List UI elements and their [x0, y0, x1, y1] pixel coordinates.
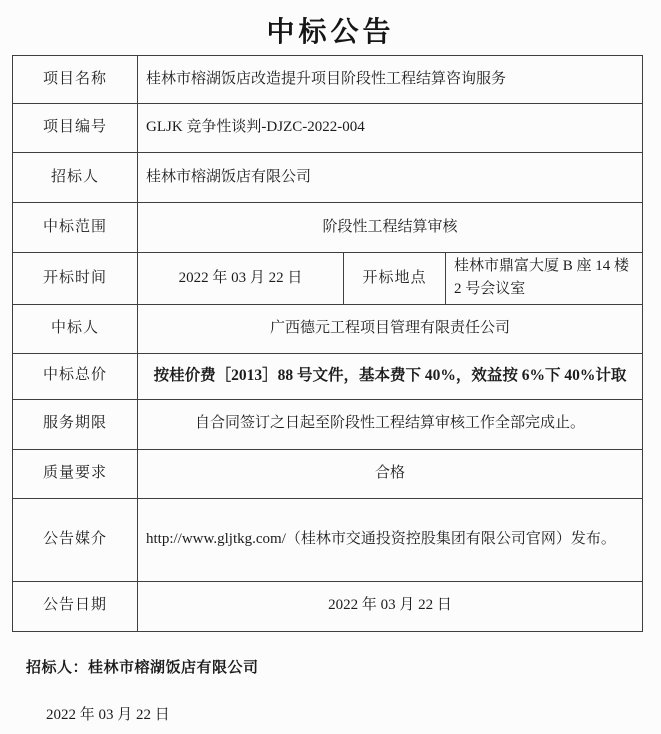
document-title: 中标公告	[266, 17, 395, 48]
label-quality-requirement: 质量要求	[13, 449, 138, 498]
value-project-number: GLJK 竞争性谈判-DJZC-2022-004	[138, 104, 643, 153]
value-award-scope: 阶段性工程结算审核	[138, 203, 643, 253]
value-quality-requirement: 合格	[138, 449, 643, 498]
table-row-announcement-date	[13, 581, 643, 631]
value-project-name: 桂林市榕湖饭店改造提升项目阶段性工程结算咨询服务	[138, 56, 643, 104]
table-row-award-scope	[13, 203, 643, 253]
table-row-bid-opening	[13, 253, 643, 305]
label-bid-opening-place: 开标地点	[344, 253, 446, 305]
value-service-period: 自合同签订之日起至阶段性工程结算审核工作全部完成止。	[138, 399, 643, 449]
value-tenderer: 桂林市榕湖饭店有限公司	[138, 153, 643, 203]
announcement-table	[12, 55, 643, 632]
table-row-project-number	[13, 104, 643, 153]
label-project-number: 项目编号	[13, 104, 138, 153]
label-project-name: 项目名称	[13, 56, 138, 104]
table-row-project-name	[13, 56, 643, 104]
table-row-winning-price	[13, 353, 643, 399]
value-bid-opening-time: 2022 年 03 月 22 日	[138, 253, 344, 305]
footer-date-line: 2022 年 03 月 22 日	[46, 707, 170, 723]
footer-tenderer-line: 招标人：桂林市榕湖饭店有限公司	[26, 660, 259, 676]
label-announcement-date: 公告日期	[13, 581, 138, 631]
table-row-tenderer	[13, 153, 643, 203]
table-row-service-period	[13, 399, 643, 449]
value-announcement-media: http://www.gljtkg.com/（桂林市交通投资控股集团有限公司官网）发布。	[138, 498, 643, 581]
table-row-announcement-media	[13, 498, 643, 581]
label-service-period: 服务期限	[13, 399, 138, 449]
value-winning-price: 按桂价费［2013］88 号文件，基本费下 40%，效益按 6%下 40%计取	[138, 353, 643, 399]
label-award-scope: 中标范围	[13, 203, 138, 253]
label-winning-bidder: 中标人	[13, 304, 138, 353]
label-winning-price: 中标总价	[13, 353, 138, 399]
label-tenderer: 招标人	[13, 153, 138, 203]
value-bid-opening-place: 桂林市鼎富大厦 B 座 14 楼 2 号会议室	[446, 253, 643, 305]
label-announcement-media: 公告媒介	[13, 498, 138, 581]
value-winning-bidder: 广西德元工程项目管理有限责任公司	[138, 304, 643, 353]
label-bid-opening-time: 开标时间	[13, 253, 138, 305]
table-row-quality-requirement	[13, 449, 643, 498]
value-announcement-date: 2022 年 03 月 22 日	[138, 581, 643, 631]
table-row-winning-bidder	[13, 304, 643, 353]
